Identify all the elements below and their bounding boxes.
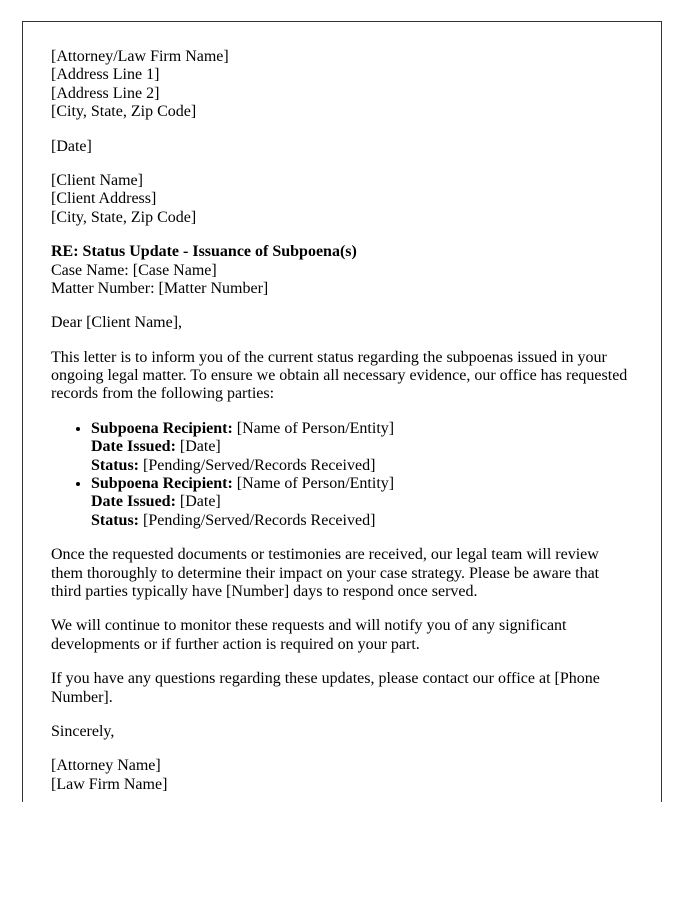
status-label: Status: xyxy=(91,456,140,474)
date-issued-value: [Date] xyxy=(179,438,221,456)
date-issued-line xyxy=(91,493,633,511)
sender-city-state-zip-line: [City, State, Zip Code] xyxy=(51,103,197,121)
case-name-line: Case Name: [Case Name] xyxy=(51,261,217,279)
recipient-line xyxy=(91,475,633,493)
sender-name-line: [Attorney/Law Firm Name] xyxy=(51,48,229,65)
date-issued-label: Date Issued: xyxy=(91,493,176,511)
recipient-value: [Name of Person/Entity] xyxy=(236,475,395,493)
sender-address-line-1: [Address Line 1] xyxy=(51,66,160,84)
re-subject-line: RE: Status Update - Issuance of Subpoena(s) xyxy=(51,243,357,261)
date-issued-line xyxy=(91,438,633,456)
recipient-address-block xyxy=(51,172,633,227)
date-issued-value: [Date] xyxy=(179,493,221,511)
matter-number-line: Matter Number: [Matter Number] xyxy=(51,279,269,297)
client-address-line: [Client Address] xyxy=(51,190,157,208)
law-firm-name-line: [Law Firm Name] xyxy=(51,775,168,793)
date-line: [Date] xyxy=(51,137,92,155)
status-line xyxy=(91,512,633,530)
salutation: Dear [Client Name], xyxy=(51,314,183,332)
status-line xyxy=(91,457,633,475)
attorney-name-line: [Attorney Name] xyxy=(51,757,161,775)
status-value: [Pending/Served/Records Received] xyxy=(143,511,376,529)
client-name-line: [Client Name] xyxy=(51,171,143,189)
subject-block xyxy=(51,243,633,298)
closing: Sincerely, xyxy=(51,722,115,740)
subpoena-list xyxy=(51,420,633,530)
sender-address-line-2: [Address Line 2] xyxy=(51,84,160,102)
status-label: Status: xyxy=(91,511,140,529)
intro-paragraph: This letter is to inform you of the current status regarding the subpoenas issued in your ongoing legal matter. To ensure we obtain all necessary evidence, our office has requested records from the following parties: xyxy=(51,348,628,403)
recipient-line xyxy=(91,420,633,438)
contact-paragraph: If you have any questions regarding these updates, please contact our office at [Phone Number]. xyxy=(51,670,600,706)
recipient-label: Subpoena Recipient: xyxy=(91,475,233,493)
letter-document xyxy=(22,21,662,802)
recipient-label: Subpoena Recipient: xyxy=(91,419,233,437)
subpoena-list-item xyxy=(91,475,633,530)
review-paragraph: Once the requested documents or testimonies are received, our legal team will review them thoroughly to determine their impact on your case strategy. Please be aware that third parties typically have [Number] days to respond once served. xyxy=(51,546,600,600)
subpoena-list-item xyxy=(91,420,633,475)
signature-block xyxy=(51,757,633,794)
sender-address-block xyxy=(51,48,633,122)
recipient-value: [Name of Person/Entity] xyxy=(236,419,395,437)
date-issued-label: Date Issued: xyxy=(91,438,176,456)
status-value: [Pending/Served/Records Received] xyxy=(143,456,376,474)
monitor-paragraph: We will continue to monitor these requests and will notify you of any significant developments or if further action is required on your part. xyxy=(51,617,567,653)
client-city-state-zip-line: [City, State, Zip Code] xyxy=(51,208,197,226)
